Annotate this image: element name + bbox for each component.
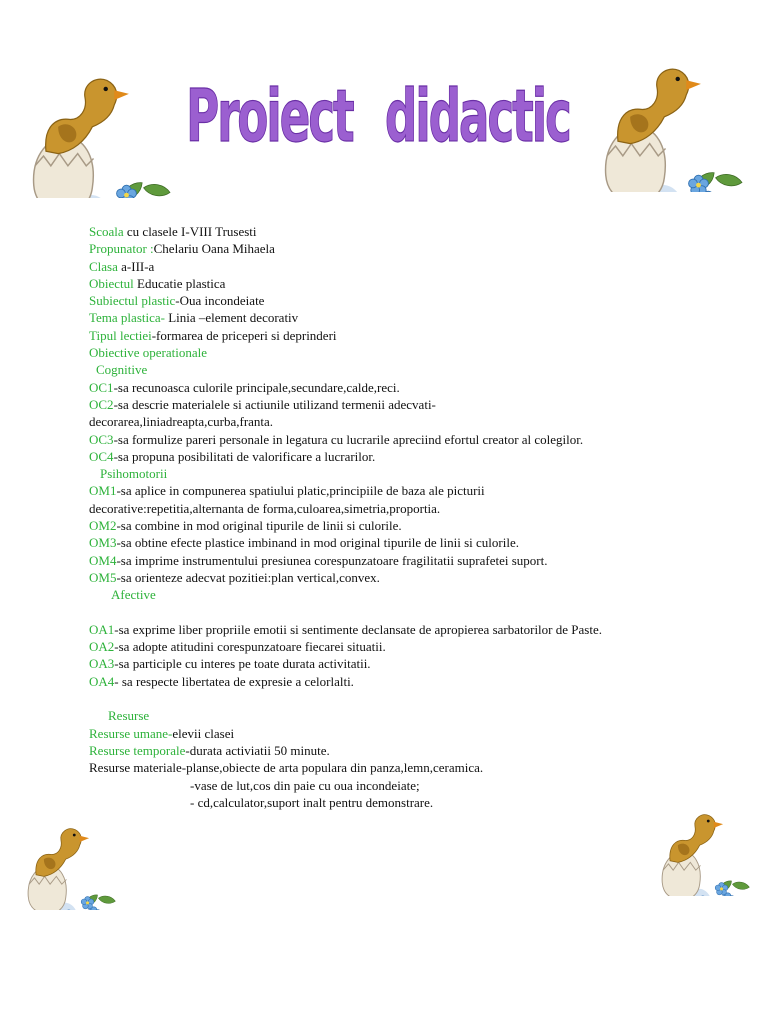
objective-om1: OM1-sa aplice in compunerea spatiului platic,principiile de baza ale picturii: [89, 483, 485, 499]
header-field-class: Clasa a-III-a: [89, 258, 155, 274]
header-field-subject: Obiectul Educatie plastica: [89, 275, 226, 291]
resource-time: Resurse temporale-durata activiatii 50 minute.: [89, 742, 330, 758]
psychomotor-heading: Psihomotorii: [100, 466, 168, 482]
objective-om5: OM5-sa orienteze adecvat pozitiei:plan vertical,convex.: [89, 569, 380, 585]
objective-oa1: OA1-sa exprime liber propriile emotii si sentimente declansate de apropierea sarbatorilor de Paste.: [89, 621, 602, 637]
objective-oc2: OC2-sa descrie materialele si actiunile utilizand termenii adecvati-: [89, 396, 436, 412]
objective-om3: OM3-sa obtine efecte plastice imbinand in mod original tipurile de linii si culorile.: [89, 535, 519, 551]
easter-chick-flowers-icon: [594, 62, 744, 197]
objective-om2: OM2-sa combine in mod original tipurile de linii si culorile.: [89, 518, 402, 534]
objective-oa3: OA3-sa participle cu interes pe toate durata activitatii.: [89, 656, 371, 672]
document-title: Proiect didactic: [186, 74, 570, 159]
header-field-teacher: Propunator :Chelariu Oana Mihaela: [89, 241, 275, 257]
affective-heading: Afective: [111, 587, 156, 603]
spacer: [89, 604, 729, 621]
easter-chick-flowers-icon: [656, 812, 756, 901]
objective-om1-continued: decorative:repetitia,alternanta de forma,culoarea,simetria,proportia.: [89, 500, 441, 516]
spacer: [89, 690, 729, 707]
objective-oc3: OC3-sa formulize pareri personale in legatura cu lucrarile apreciind efortul creator al colegilor.: [89, 431, 584, 447]
objective-om4: OM4-sa imprime instrumentului presiunea corespunzatoare fragilitatii suprafetei suport.: [89, 552, 548, 568]
header-field-art-topic: Subiectul plastic-Oua incondeiate: [89, 293, 265, 309]
objectives-heading: Obiective operationale: [89, 345, 208, 361]
easter-chick-flowers-icon: [22, 68, 172, 203]
header-field-school: Scoala cu clasele I-VIII Trusesti: [89, 224, 257, 239]
header-field-theme: Tema plastica- Linia –element decorativ: [89, 310, 299, 326]
objective-oa2: OA2-sa adopte atitudini corespunzatoare fiecarei situatii.: [89, 639, 386, 655]
objective-oc4: OC4-sa propuna posibilitati de valorificare a lucrarilor.: [89, 448, 376, 464]
lesson-plan-body: [89, 223, 729, 811]
resources-heading: Resurse: [108, 708, 150, 724]
objective-oc1: OC1-sa recunoasca culorile principale,secundare,calde,reci.: [89, 379, 400, 395]
objective-oa4: OA4- sa respecte libertatea de expresie a celorlalti.: [89, 673, 354, 689]
resource-human: Resurse umane-elevii clasei: [89, 725, 235, 741]
easter-chick-flowers-icon: [22, 826, 122, 915]
objective-oc2-continued: decorarea,liniadreapta,curba,franta.: [89, 414, 274, 430]
resource-material-item: -vase de lut,cos din paie cu oua incondeiate;: [190, 777, 420, 793]
resource-material: Resurse materiale-planse,obiecte de arta populara din panza,lemn,ceramica.: [89, 760, 484, 776]
header-field-lesson-type: Tipul lectiei-formarea de priceperi si deprinderi: [89, 327, 337, 343]
cognitive-heading: Cognitive: [96, 362, 148, 378]
resource-material-item: - cd,calculator,suport inalt pentru demonstrare.: [190, 794, 434, 810]
